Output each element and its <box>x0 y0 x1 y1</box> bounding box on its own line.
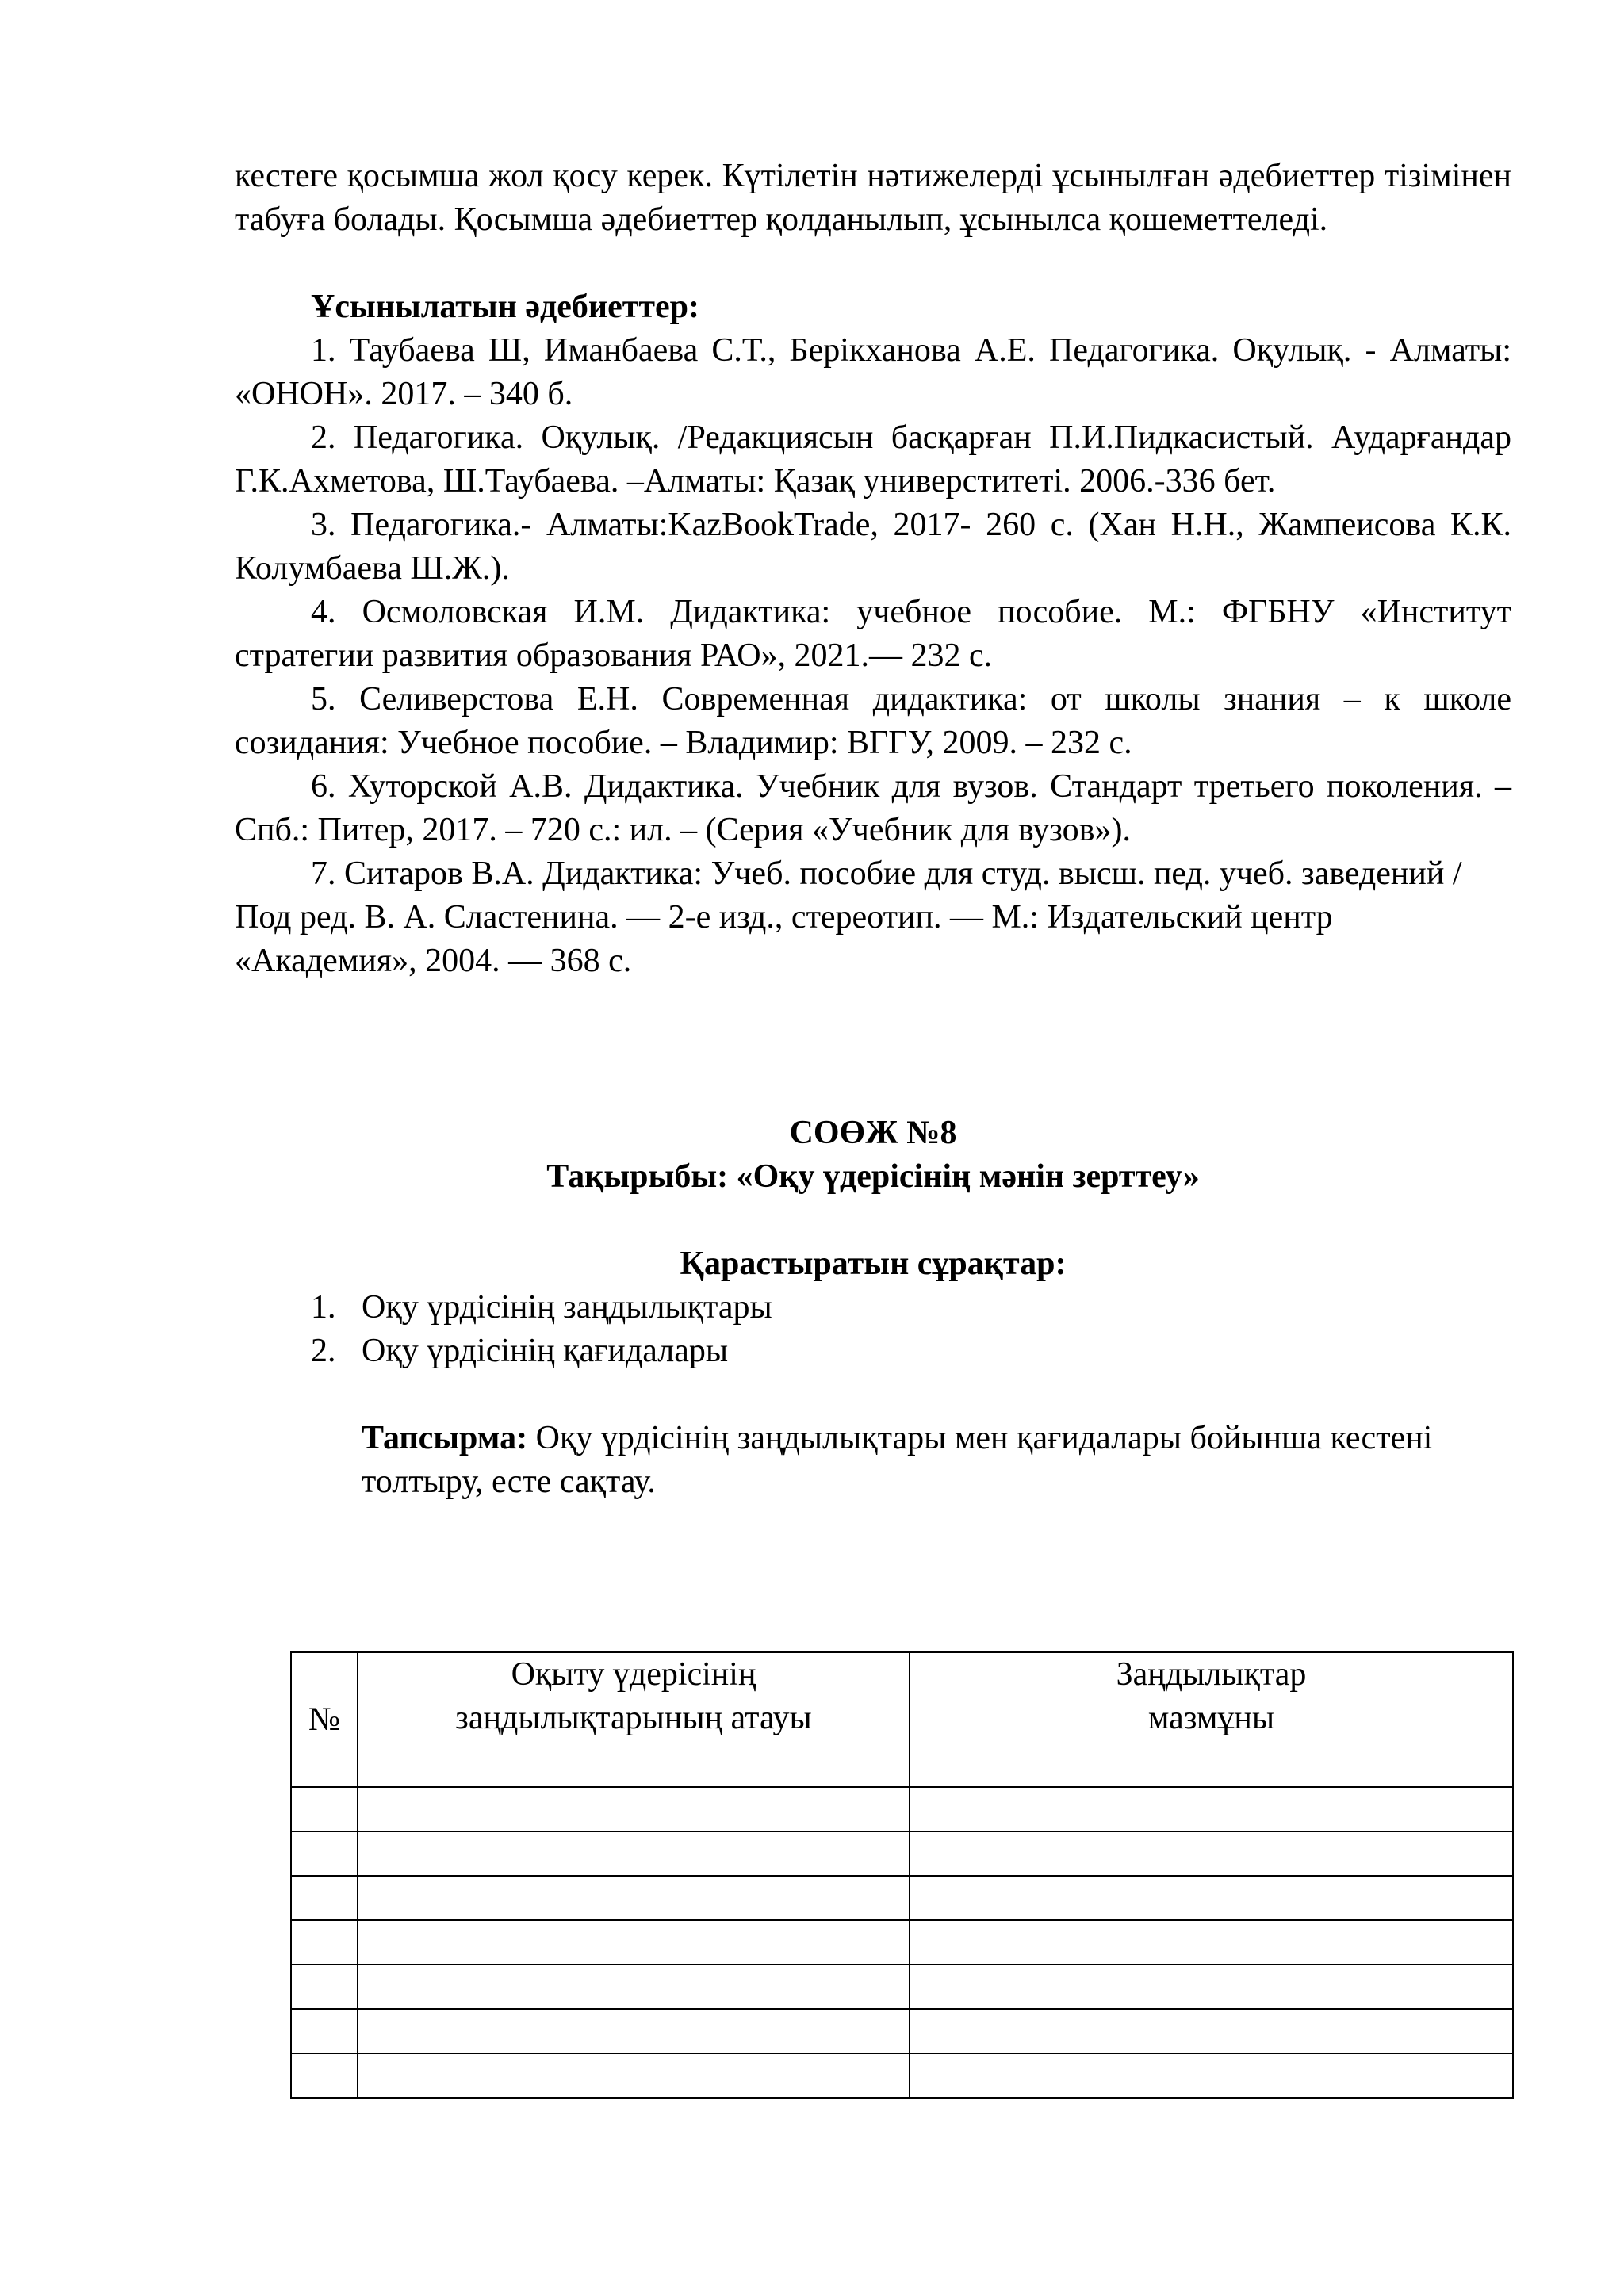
table-cell[interactable] <box>910 2009 1513 2053</box>
table-cell[interactable] <box>358 2053 910 2098</box>
table-cell[interactable] <box>358 1831 910 1876</box>
header-law-name-text: Оқыту үдерісінің заңдылықтарының атауы <box>455 1656 812 1736</box>
table-cell[interactable] <box>910 1920 1513 1965</box>
header-law-name <box>358 1652 910 1787</box>
table-header-row <box>291 1652 1513 1787</box>
literature-item: 3. Педагогика.- Алматы:KazBookTrade, 2017- 260 с. (Хан Н.Н., Жампеисова К.К. Колумбаева Ш.Ж.). <box>235 507 1511 587</box>
table-cell[interactable] <box>291 1787 358 1831</box>
section-title-block <box>235 1112 1511 1199</box>
table-cell[interactable] <box>910 1965 1513 2009</box>
table-cell[interactable] <box>910 1876 1513 1920</box>
literature-list <box>235 329 1511 983</box>
table-cell[interactable] <box>291 2053 358 2098</box>
literature-item: 2. Педагогика. Оқулық. /Редакциясын басқарған П.И.Пидкасистый. Аударғандар Г.К.Ахметова, Ш.Таубаева. –Алматы: Қазақ универститеті. 2006.-336 бет. <box>235 419 1511 499</box>
literature-item: 6. Хуторской А.В. Дидактика. Учебник для вузов. Стандарт третьего поколения. – Спб.: Питер, 2017. – 720 с.: ил. – (Серия «Учебник для вузов»). <box>235 768 1511 848</box>
question-text: Оқу үрдісінің заңдылықтары <box>362 1289 772 1326</box>
table-cell[interactable] <box>291 1831 358 1876</box>
question-text: Оқу үрдісінің қағидалары <box>362 1333 729 1369</box>
table-row <box>291 1876 1513 1920</box>
task-text: Оқу үрдісінің заңдылықтары мен қағидалары бойынша кестені толтыру, есте сақтау. <box>362 1420 1433 1500</box>
table-row <box>291 1965 1513 2009</box>
table-cell[interactable] <box>910 1787 1513 1831</box>
questions-heading: Қарастыратын сұрақтар: <box>680 1246 1067 1282</box>
laws-table <box>290 1651 1514 2099</box>
table-cell[interactable] <box>910 1831 1513 1876</box>
literature-item: 1. Таубаева Ш, Иманбаева С.Т., Берікханова А.Е. Педагогика. Оқулық. - Алматы: «ОНОН». 2017. – 340 б. <box>235 332 1511 412</box>
section-number: СОӨЖ №8 <box>789 1115 957 1151</box>
table-cell[interactable] <box>291 1920 358 1965</box>
questions-list <box>235 1286 1511 1373</box>
intro-paragraph: кестеге қосымша жол қосу керек. Күтілетін нәтижелерді ұсынылған әдебиеттер тізімінен табуға болады. Қосымша әдебиеттер қолданылып, ұсынылса қошеметтеледі. <box>235 158 1511 238</box>
table-cell[interactable] <box>291 2009 358 2053</box>
table-row <box>291 2053 1513 2098</box>
literature-item: 5. Селиверстова Е.Н. Современная дидактика: от школы знания – к школе созидания: Учебное пособие. – Владимир: ВГГУ, 2009. – 232 с. <box>235 681 1511 761</box>
table-cell[interactable] <box>910 2053 1513 2098</box>
question-number: 2. <box>311 1333 336 1369</box>
question-item <box>235 1286 1511 1330</box>
table-cell[interactable] <box>358 2009 910 2053</box>
question-number: 1. <box>311 1289 336 1326</box>
table-cell[interactable] <box>358 1876 910 1920</box>
table-cell[interactable] <box>358 1787 910 1831</box>
task-label: Тапсырма: <box>362 1420 528 1456</box>
table-row <box>291 1787 1513 1831</box>
literature-item: 4. Осмоловская И.М. Дидактика: учебное пособие. М.: ФГБНУ «Институт стратегии развития образования РАО», 2021.— 232 с. <box>235 594 1511 674</box>
task-paragraph <box>235 1417 1511 1504</box>
section-topic: Тақырыбы: «Оқу үдерісінің мәнін зерттеу» <box>546 1158 1200 1195</box>
table-cell[interactable] <box>291 1965 358 2009</box>
question-item <box>235 1330 1511 1373</box>
table-row <box>291 1920 1513 1965</box>
header-number: № <box>291 1652 358 1787</box>
document-page <box>235 155 1511 1738</box>
table-cell[interactable] <box>358 1920 910 1965</box>
table-cell[interactable] <box>358 1965 910 2009</box>
literature-heading: Ұсынылатын әдебиеттер: <box>311 289 699 325</box>
table-row <box>291 2009 1513 2053</box>
header-law-content-text: Заңдылықтар мазмұны <box>1116 1656 1307 1736</box>
literature-item: 7. Ситаров В.А. Дидактика: Учеб. пособие для студ. высш. пед. учеб. заведений / Под ред. В. А. Сластенина. — 2-е изд., стереотип. — М.: Издательский центр «Академия», 2004. — 368 с. <box>235 855 1462 979</box>
table-cell[interactable] <box>291 1876 358 1920</box>
table-row <box>291 1831 1513 1876</box>
header-law-content <box>910 1652 1513 1787</box>
